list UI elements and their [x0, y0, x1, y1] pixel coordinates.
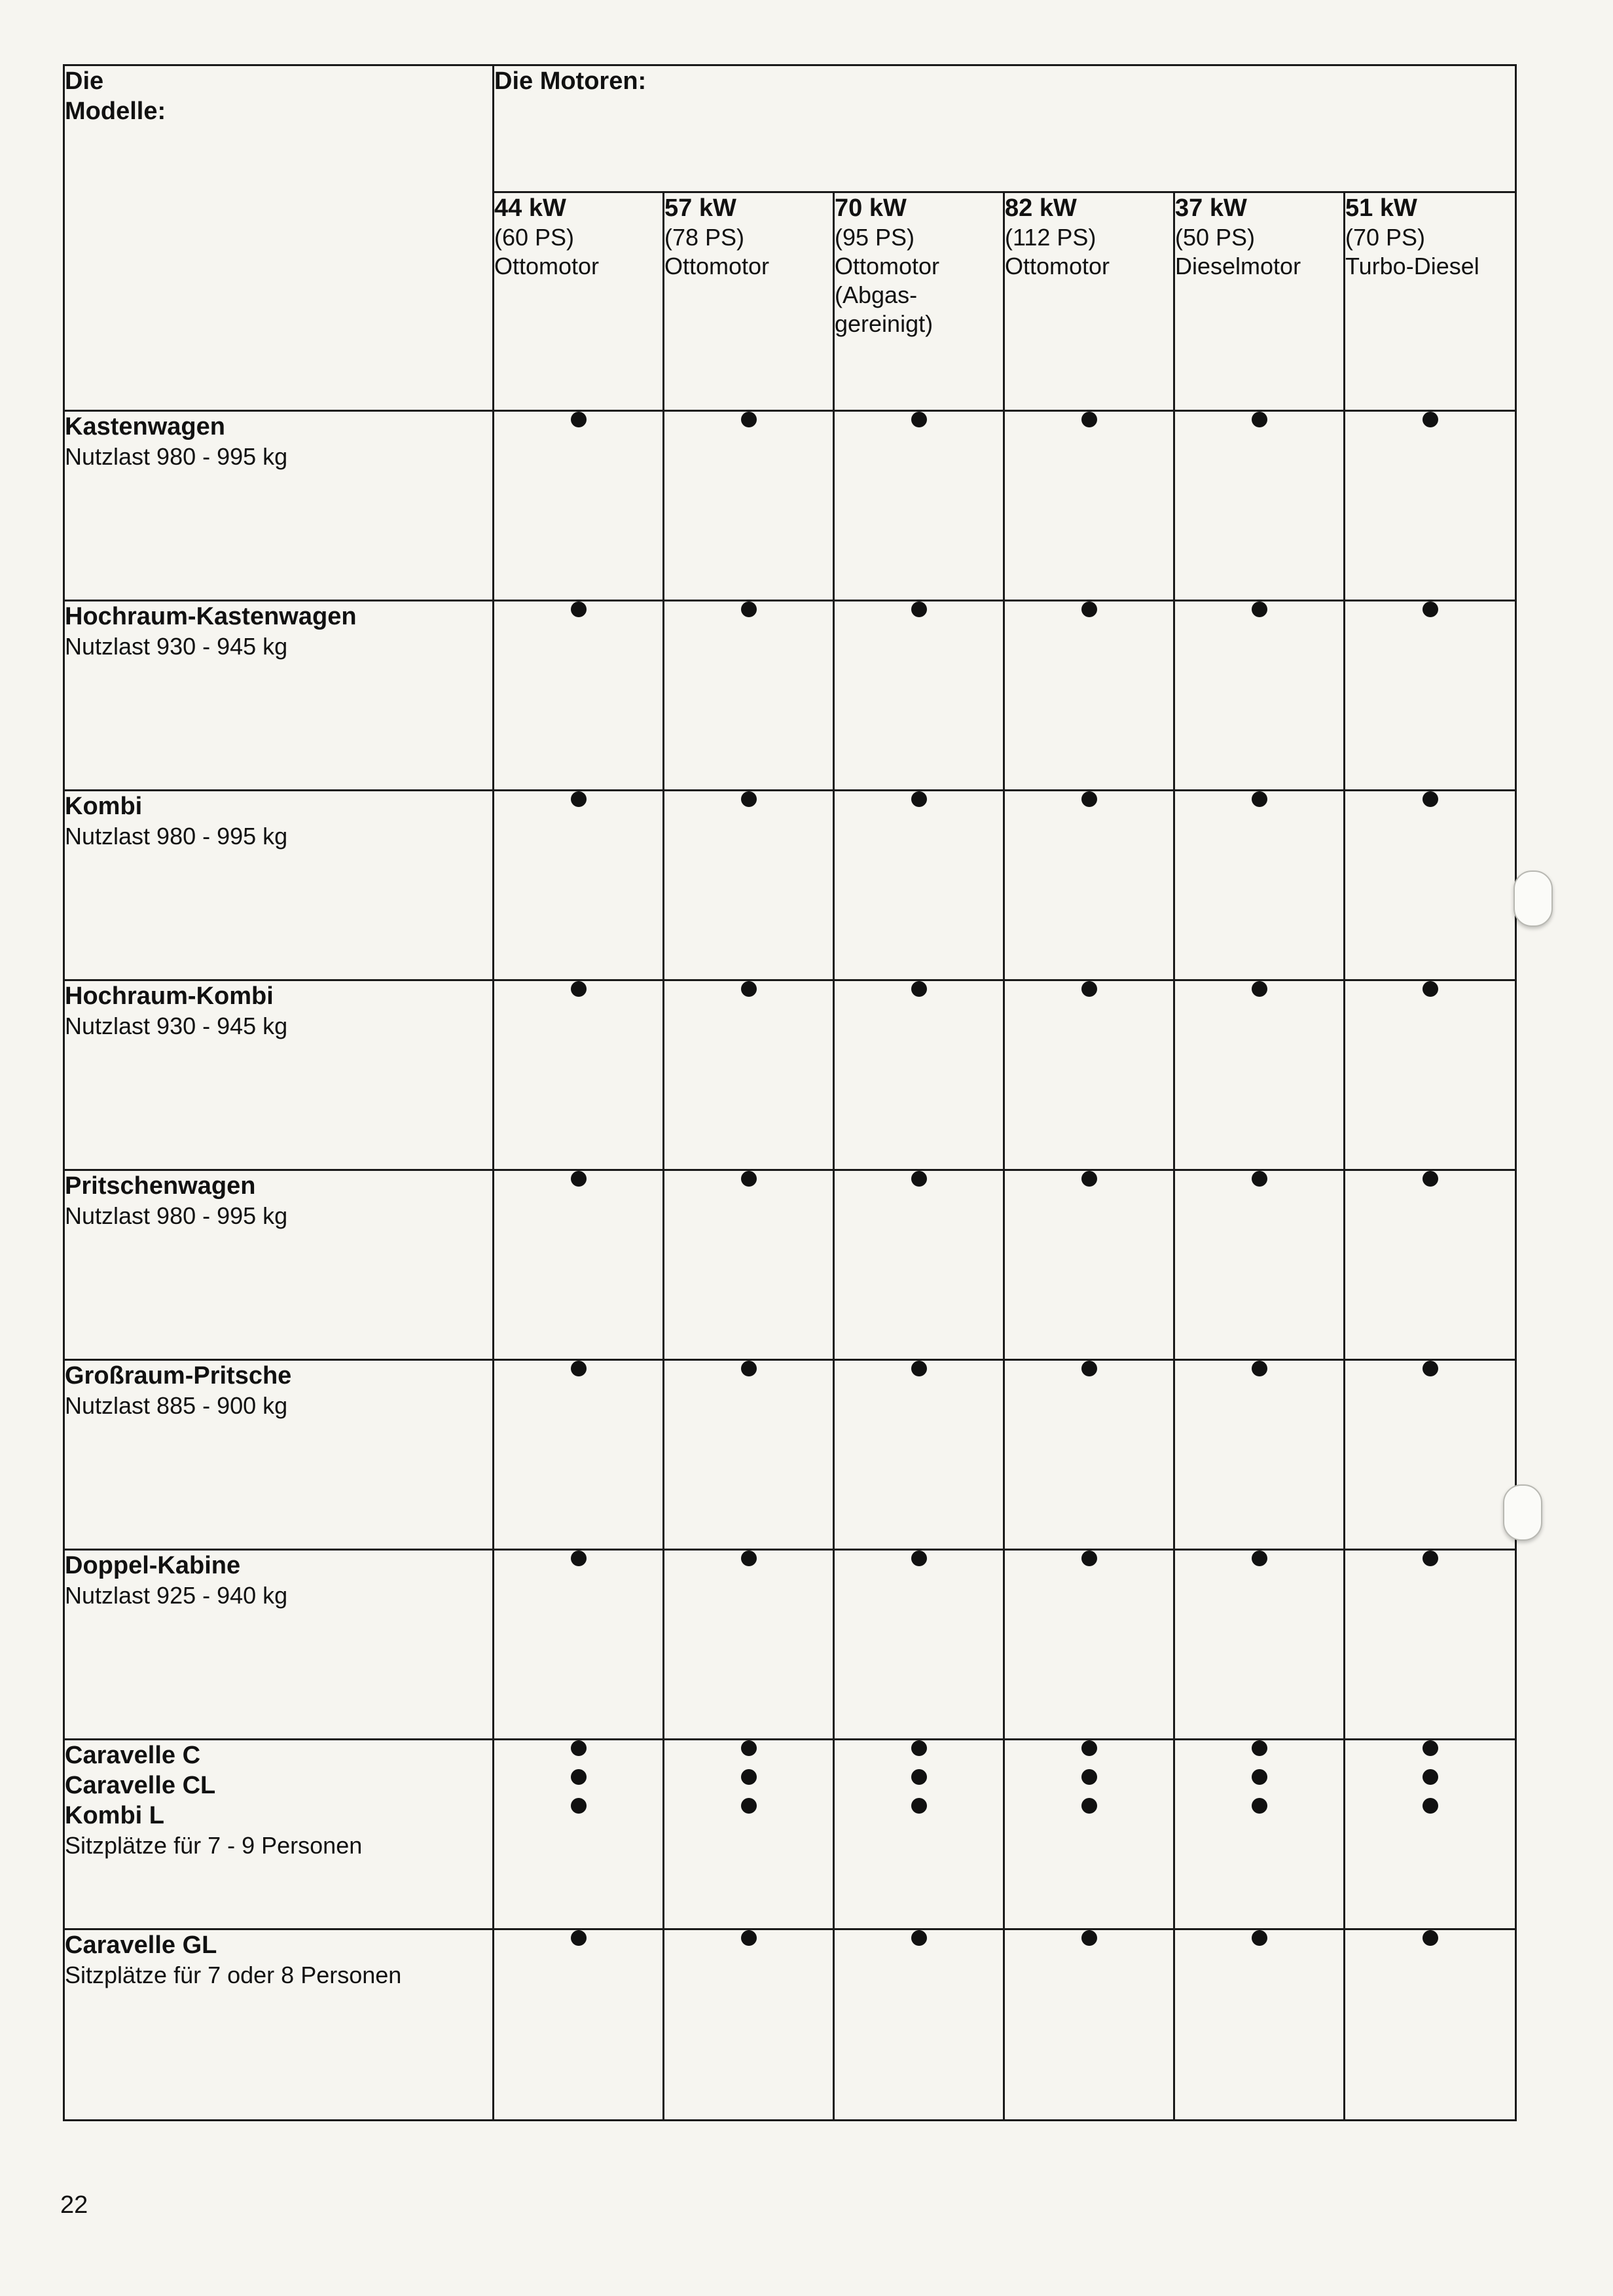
model-cell	[64, 601, 494, 791]
availability-cell	[1345, 601, 1516, 791]
availability-cell	[1174, 980, 1345, 1170]
model-name: Pritschenwagen	[65, 1172, 256, 1200]
availability-cell	[834, 1740, 1004, 1929]
engine-spec-line: Ottomotor	[835, 253, 940, 279]
availability-cell	[1004, 411, 1174, 601]
model-cell	[64, 1740, 494, 1929]
engine-power-kw: 44 kW	[494, 194, 566, 222]
available-dot-icon	[1423, 412, 1438, 427]
available-dot-icon	[1252, 1740, 1267, 1756]
engine-power-kw: 57 kW	[664, 194, 736, 222]
availability-cell	[1004, 1929, 1174, 2121]
binder-hole-upper	[1513, 870, 1553, 927]
availability-cell	[1174, 1740, 1345, 1929]
available-dot-icon	[571, 1171, 587, 1187]
available-dot-icon	[1252, 1551, 1267, 1566]
model-capacity: Nutzlast 930 - 945 kg	[65, 633, 288, 660]
available-dot-icon	[1081, 1551, 1097, 1566]
availability-cell	[1345, 1170, 1516, 1360]
available-dot-icon	[741, 981, 757, 997]
engine-header-cell	[834, 192, 1004, 411]
available-dot-icon	[911, 791, 927, 807]
available-dot-icon	[1252, 1361, 1267, 1376]
engine-spec-line: Ottomotor	[494, 253, 600, 279]
model-name: Caravelle GL	[65, 1931, 217, 1959]
available-dot-icon	[741, 1361, 757, 1376]
models-header-cell	[64, 65, 494, 411]
engine-model-table	[63, 64, 1517, 2121]
available-dot-icon	[741, 1740, 757, 1756]
available-dot-icon	[571, 791, 587, 807]
availability-cell	[664, 1170, 834, 1360]
engine-spec-line: (112 PS)	[1005, 224, 1096, 251]
availability-cell	[494, 791, 664, 980]
availability-cell	[664, 1929, 834, 2121]
available-dot-icon	[571, 1740, 587, 1756]
available-dot-icon	[1081, 1740, 1097, 1756]
model-capacity: Nutzlast 980 - 995 kg	[65, 1202, 288, 1229]
engine-spec-line: Dieselmotor	[1175, 253, 1301, 279]
availability-cell	[1345, 411, 1516, 601]
available-dot-icon	[1423, 1798, 1438, 1814]
available-dot-icon	[571, 1361, 587, 1376]
availability-cell	[494, 1929, 664, 2121]
available-dot-icon	[1423, 791, 1438, 807]
model-row	[64, 1170, 1516, 1360]
engine-spec-line: (60 PS)	[494, 224, 575, 251]
engine-spec-line: Ottomotor	[664, 253, 770, 279]
availability-cell	[834, 980, 1004, 1170]
availability-cell	[1004, 1360, 1174, 1550]
model-row	[64, 411, 1516, 601]
availability-cell	[834, 601, 1004, 791]
engine-header-cell	[1174, 192, 1345, 411]
model-name: Doppel-Kabine	[65, 1552, 241, 1579]
available-dot-icon	[1423, 1740, 1438, 1756]
availability-cell	[664, 1360, 834, 1550]
availability-cell	[1174, 411, 1345, 601]
binder-hole-lower	[1503, 1484, 1542, 1541]
available-dot-icon	[911, 412, 927, 427]
motors-header-cell	[494, 65, 1516, 192]
engine-power-kw: 82 kW	[1005, 194, 1077, 222]
model-capacity: Sitzplätze für 7 - 9 Personen	[65, 1832, 363, 1859]
availability-cell	[834, 1929, 1004, 2121]
available-dot-icon	[571, 601, 587, 617]
available-dot-icon	[911, 1740, 927, 1756]
available-dot-icon	[1081, 1361, 1097, 1376]
engine-header-cell	[1345, 192, 1516, 411]
model-cell	[64, 791, 494, 980]
availability-cell	[1174, 601, 1345, 791]
availability-cell	[1004, 980, 1174, 1170]
available-dot-icon	[1081, 791, 1097, 807]
availability-cell	[1345, 1929, 1516, 2121]
available-dot-icon	[1423, 601, 1438, 617]
availability-cell	[1004, 1740, 1174, 1929]
model-cell	[64, 1360, 494, 1550]
available-dot-icon	[571, 1769, 587, 1785]
available-dot-icon	[1423, 1930, 1438, 1946]
engine-spec-line: Ottomotor	[1005, 253, 1110, 279]
engine-power-kw: 37 kW	[1175, 194, 1247, 222]
available-dot-icon	[1081, 1798, 1097, 1814]
available-dot-icon	[741, 412, 757, 427]
availability-cell	[834, 411, 1004, 601]
model-capacity: Nutzlast 930 - 945 kg	[65, 1013, 288, 1039]
model-row	[64, 1929, 1516, 2121]
engine-power-kw: 51 kW	[1345, 194, 1417, 222]
availability-cell	[1004, 1550, 1174, 1740]
model-cell	[64, 1170, 494, 1360]
availability-cell	[1174, 1929, 1345, 2121]
available-dot-icon	[571, 1930, 587, 1946]
availability-cell	[664, 411, 834, 601]
available-dot-icon	[1423, 1171, 1438, 1187]
available-dot-icon	[571, 981, 587, 997]
availability-cell	[1174, 1360, 1345, 1550]
availability-cell	[1345, 791, 1516, 980]
availability-cell	[1345, 1550, 1516, 1740]
availability-cell	[494, 411, 664, 601]
availability-cell	[1345, 980, 1516, 1170]
available-dot-icon	[1252, 412, 1267, 427]
availability-cell	[1174, 1550, 1345, 1740]
available-dot-icon	[1252, 981, 1267, 997]
available-dot-icon	[911, 1361, 927, 1376]
available-dot-icon	[741, 1769, 757, 1785]
availability-cell	[1174, 791, 1345, 980]
available-dot-icon	[1081, 1769, 1097, 1785]
model-capacity: Nutzlast 980 - 995 kg	[65, 443, 288, 470]
available-dot-icon	[911, 601, 927, 617]
availability-cell	[1004, 601, 1174, 791]
availability-cell	[1345, 1740, 1516, 1929]
engine-spec-line: gereinigt)	[835, 310, 933, 337]
engine-header-cell	[1004, 192, 1174, 411]
availability-cell	[664, 601, 834, 791]
available-dot-icon	[1423, 981, 1438, 997]
model-row	[64, 1360, 1516, 1550]
available-dot-icon	[1081, 412, 1097, 427]
model-name: Hochraum-Kombi	[65, 982, 274, 1010]
motors-header-label: Die Motoren:	[494, 67, 647, 95]
availability-cell	[494, 1170, 664, 1360]
available-dot-icon	[571, 1798, 587, 1814]
available-dot-icon	[911, 1798, 927, 1814]
availability-cell	[494, 601, 664, 791]
available-dot-icon	[1252, 1930, 1267, 1946]
models-header-label: Die Modelle:	[65, 67, 166, 125]
engine-spec-line: Turbo-Diesel	[1345, 253, 1479, 279]
available-dot-icon	[1081, 601, 1097, 617]
available-dot-icon	[911, 1769, 927, 1785]
availability-cell	[664, 980, 834, 1170]
available-dot-icon	[1081, 1171, 1097, 1187]
model-row	[64, 1550, 1516, 1740]
engine-power-kw: 70 kW	[835, 194, 907, 222]
available-dot-icon	[571, 1551, 587, 1566]
model-capacity: Nutzlast 980 - 995 kg	[65, 823, 288, 850]
engine-header-cell	[494, 192, 664, 411]
availability-cell	[494, 1360, 664, 1550]
model-name: Kastenwagen	[65, 413, 225, 440]
availability-cell	[1004, 1170, 1174, 1360]
model-capacity: Sitzplätze für 7 oder 8 Personen	[65, 1962, 402, 1988]
available-dot-icon	[741, 1930, 757, 1946]
engine-header-cell	[664, 192, 834, 411]
available-dot-icon	[741, 1171, 757, 1187]
availability-cell	[834, 1170, 1004, 1360]
model-capacity: Nutzlast 885 - 900 kg	[65, 1392, 288, 1419]
availability-cell	[834, 1550, 1004, 1740]
availability-cell	[664, 1550, 834, 1740]
model-cell	[64, 1550, 494, 1740]
model-capacity: Nutzlast 925 - 940 kg	[65, 1582, 288, 1609]
model-cell	[64, 1929, 494, 2121]
availability-cell	[494, 1740, 664, 1929]
available-dot-icon	[911, 981, 927, 997]
availability-cell	[664, 791, 834, 980]
availability-cell	[494, 1550, 664, 1740]
engine-spec-line: (70 PS)	[1345, 224, 1426, 251]
available-dot-icon	[741, 791, 757, 807]
model-cell	[64, 411, 494, 601]
available-dot-icon	[1252, 601, 1267, 617]
available-dot-icon	[911, 1930, 927, 1946]
model-row	[64, 980, 1516, 1170]
model-name: Caravelle CL	[65, 1772, 216, 1799]
available-dot-icon	[1081, 1930, 1097, 1946]
availability-cell	[1345, 1360, 1516, 1550]
available-dot-icon	[1252, 1798, 1267, 1814]
model-row	[64, 791, 1516, 980]
available-dot-icon	[1252, 1171, 1267, 1187]
model-name: Großraum-Pritsche	[65, 1362, 292, 1390]
available-dot-icon	[1252, 791, 1267, 807]
availability-cell	[664, 1740, 834, 1929]
availability-cell	[494, 980, 664, 1170]
model-row	[64, 601, 1516, 791]
available-dot-icon	[1423, 1769, 1438, 1785]
available-dot-icon	[911, 1171, 927, 1187]
available-dot-icon	[1423, 1361, 1438, 1376]
model-cell	[64, 980, 494, 1170]
model-name: Kombi	[65, 793, 143, 820]
available-dot-icon	[741, 1798, 757, 1814]
model-row	[64, 1740, 1516, 1929]
available-dot-icon	[571, 412, 587, 427]
engine-spec-line: (78 PS)	[664, 224, 745, 251]
available-dot-icon	[1252, 1769, 1267, 1785]
availability-cell	[834, 791, 1004, 980]
available-dot-icon	[1081, 981, 1097, 997]
availability-cell	[1004, 791, 1174, 980]
model-name: Kombi L	[65, 1802, 164, 1829]
engine-spec-line: (Abgas-	[835, 281, 918, 308]
availability-cell	[834, 1360, 1004, 1550]
engine-spec-line: (95 PS)	[835, 224, 915, 251]
model-name: Caravelle C	[65, 1742, 201, 1769]
available-dot-icon	[1423, 1551, 1438, 1566]
model-name: Hochraum-Kastenwagen	[65, 603, 357, 630]
availability-cell	[1174, 1170, 1345, 1360]
engine-spec-line: (50 PS)	[1175, 224, 1256, 251]
page-number: 22	[60, 2191, 88, 2219]
available-dot-icon	[741, 1551, 757, 1566]
available-dot-icon	[741, 601, 757, 617]
available-dot-icon	[911, 1551, 927, 1566]
